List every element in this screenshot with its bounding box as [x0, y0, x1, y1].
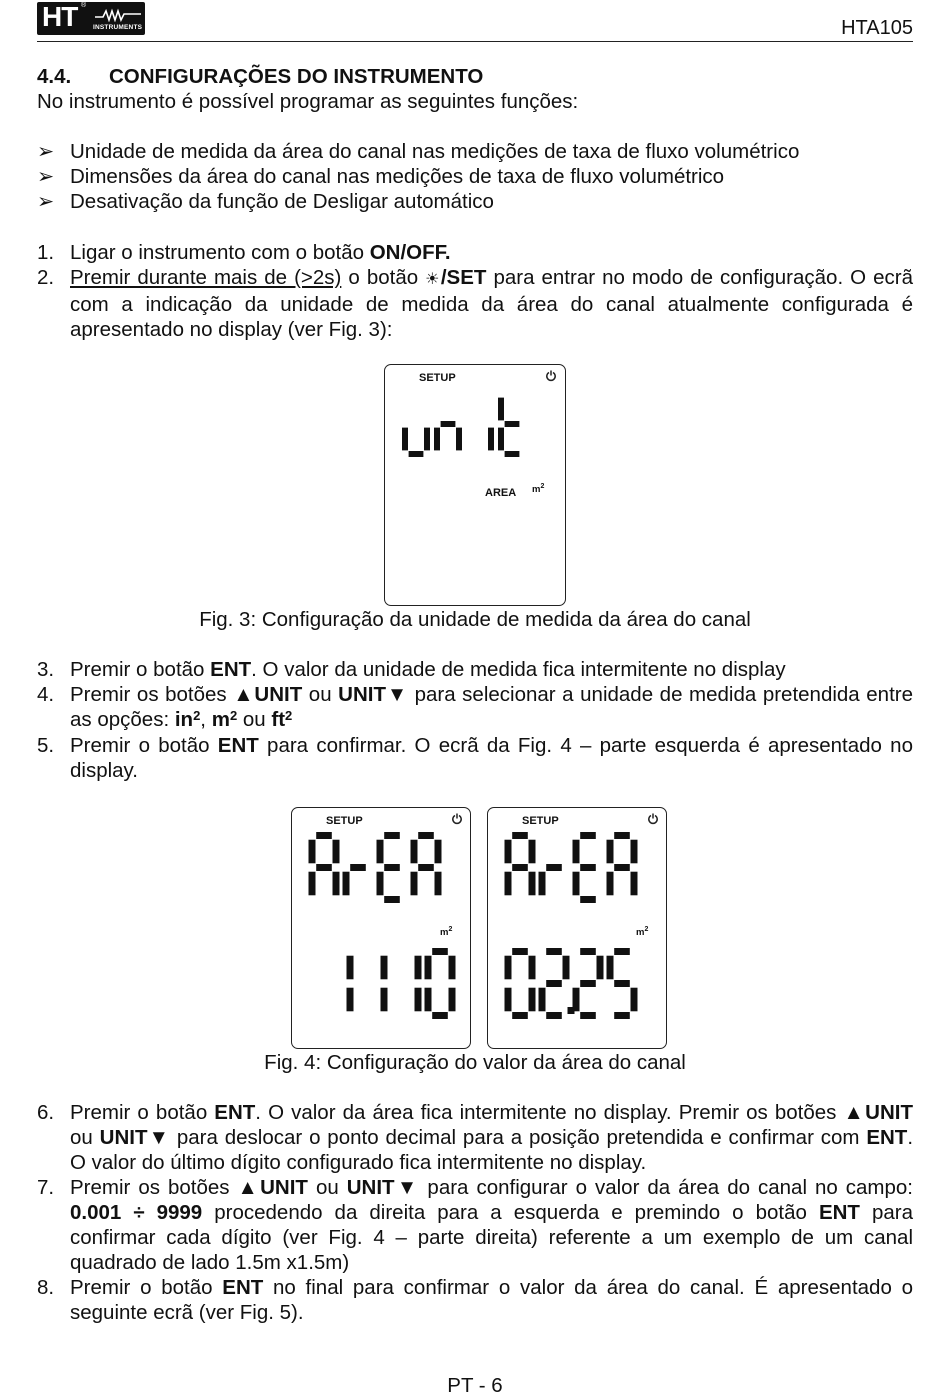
- step-number: 6.: [37, 1101, 55, 1124]
- step-number: 8.: [37, 1276, 55, 1299]
- step-text: Premir o botão ENT. O valor da área fica intermitente no display. Premir os botões ▲UNIT ou UNIT▼ para deslocar o ponto decimal para a posição pretendida e confirmar com ENT. O valor do último dígito configurado fica intermitente no display.: [70, 1101, 914, 1174]
- fig4-left-top-segment-text: [312, 832, 452, 904]
- step-text: Premir o botão ENT para confirmar. O ecrã da Fig. 4 – parte esquerda é apresentado no display.: [70, 734, 913, 782]
- fig4-right-lcd-display: [487, 807, 667, 1049]
- step-4: [37, 682, 913, 732]
- fig4-caption: Fig. 4: Configuração do valor da área do canal: [264, 1051, 686, 1074]
- step-number: 7.: [37, 1176, 55, 1199]
- unit-label: $m^2$: [440, 926, 453, 938]
- step-7: [37, 1175, 913, 1275]
- step-number: 4.: [37, 683, 55, 706]
- step-number: 2.: [37, 266, 55, 289]
- fig4-right-top-segment-text: [508, 832, 648, 904]
- step-number: 5.: [37, 734, 55, 757]
- step-text: Premir os botões ▲UNIT ou UNIT▼ para configurar o valor da área do canal no campo: 0.001 ÷ 9999 procedendo da direita para a esquerda e premindo o botão ENT para confirmar cada dígito (ver Fig. 4 – parte direita) referente a um exemplo de um canal quadrado de lado 1.5m x1.5m): [70, 1176, 913, 1274]
- logo-main-text: HT: [42, 1, 78, 32]
- section-title: CONFIGURAÇÕES DO INSTRUMENTO: [109, 65, 484, 88]
- step-number: 1.: [37, 241, 55, 264]
- arrow-bullet-icon: ➢: [37, 140, 55, 163]
- unit-label: $m^2$: [636, 926, 649, 938]
- light-icon: ☀: [425, 271, 441, 288]
- auto-off-icon: [451, 813, 463, 825]
- section-intro: No instrumento é possível programar as seguintes funções:: [37, 90, 579, 113]
- logo-sub-text: INSTRUMENTS: [93, 24, 143, 31]
- bullet-text: Desativação da função de Desligar automático: [70, 190, 494, 213]
- step-8: [37, 1275, 913, 1325]
- step-6: [37, 1100, 913, 1175]
- unit-label: $m^2$: [532, 483, 545, 495]
- fig4-left-lcd-display: [291, 807, 471, 1049]
- step-text: Premir os botões ▲UNIT ou UNIT▼ para selecionar a unidade de medida pretendida entre as opções: $in^2$, $m^2$ ou $ft^2$: [70, 683, 913, 731]
- area-label: AREA: [485, 487, 517, 499]
- step-text: Ligar o instrumento com o botão ON/OFF.: [70, 241, 451, 264]
- fig4-left-bottom-segment-text: [326, 948, 452, 1020]
- step-number: 3.: [37, 658, 55, 681]
- fig3-segment-text: [405, 391, 545, 461]
- step-text: Premir o botão ENT no final para confirmar o valor da área do canal. É apresentado o seguinte ecrã (ver Fig. 5).: [70, 1276, 913, 1324]
- setup-label: SETUP: [419, 372, 456, 384]
- logo-registered-mark: ®: [81, 2, 87, 9]
- setup-label: SETUP: [326, 815, 363, 827]
- fig4-right-bottom-segment-text: [508, 948, 648, 1020]
- step-5: [37, 733, 913, 783]
- bullet-text: Dimensões da área do canal nas medições de taxa de fluxo volumétrico: [70, 165, 725, 188]
- arrow-bullet-icon: ➢: [37, 165, 55, 188]
- fig3-caption: Fig. 3: Configuração da unidade de medida da área do canal: [199, 608, 751, 631]
- step-3: [37, 657, 913, 682]
- step-text: Premir durante mais de (>2s) o botão ☀/SET para entrar no modo de configuração. O ecrã com a indicação da unidade de medida da área do canal atualmente configurada é apresentado no display (ver Fig. 3):: [70, 266, 914, 341]
- setup-label: SETUP: [522, 815, 559, 827]
- ht-logo: [37, 2, 145, 35]
- section-number: 4.4.: [37, 65, 72, 88]
- arrow-bullet-icon: ➢: [37, 190, 55, 213]
- section-heading: [37, 64, 913, 89]
- fig3-lcd-display: [384, 364, 566, 606]
- auto-off-icon: [647, 813, 659, 825]
- logo-wave-icon: [95, 8, 141, 22]
- auto-off-icon: [545, 370, 557, 382]
- bullet-text: Unidade de medida da área do canal nas medições de taxa de fluxo volumétrico: [70, 140, 800, 163]
- step-text: Premir o botão ENT. O valor da unidade de medida fica intermitente no display: [70, 658, 786, 681]
- header-divider: [37, 41, 913, 42]
- step-1: [37, 240, 913, 265]
- model-name: HTA105: [841, 17, 913, 39]
- step-2: [37, 265, 913, 342]
- page-number: PT - 6: [447, 1374, 503, 1397]
